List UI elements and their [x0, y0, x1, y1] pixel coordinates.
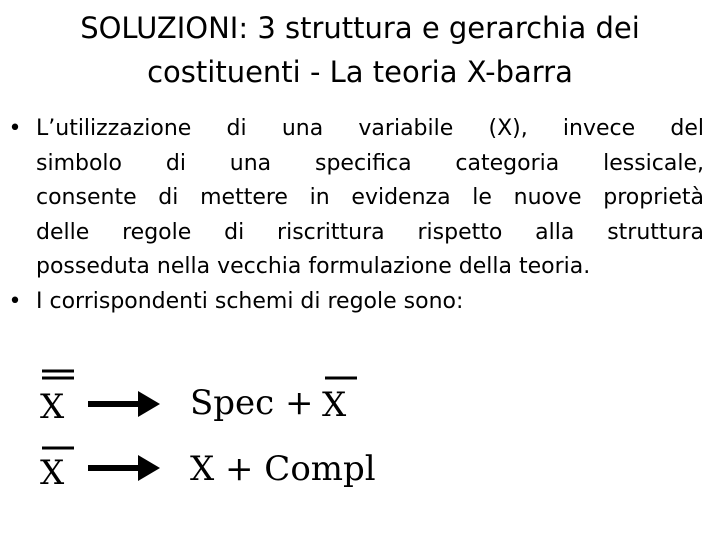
- rule-2: [40, 448, 376, 493]
- bullet-1-line-1: L’utilizzazione di una variabile (X), invece del: [36, 116, 704, 141]
- rule-1-lhs: X: [40, 387, 65, 427]
- rule-1-rhs-x: X: [322, 385, 347, 425]
- rule-2-lhs: X: [40, 453, 65, 493]
- rule-1-rhs-spec: Spec +: [190, 383, 314, 423]
- bullet-marker: •: [8, 116, 22, 141]
- bullet-marker: •: [8, 288, 22, 314]
- bullet-1-line-4: delle regole di riscrittura rispetto alla struttura: [36, 219, 704, 245]
- bullet-2-line-1: I corrispondenti schemi di regole sono:: [36, 288, 464, 314]
- title-line-2: costituenti - La teoria X-barra: [147, 55, 573, 89]
- bullet-1-line-3: consente di mettere in evidenza le nuove proprietà: [36, 185, 704, 210]
- right-arrow-icon: [88, 455, 160, 481]
- right-arrow-icon: [88, 391, 160, 417]
- rule-2-rhs: X + Compl: [190, 449, 376, 489]
- bullet-1-line-2: simbolo di una specifica categoria lessicale,: [36, 150, 704, 176]
- bullet-item-1: [0, 112, 720, 285]
- title-line-1: SOLUZIONI: 3 struttura e gerarchia dei: [80, 11, 640, 45]
- bullet-1-line-5: posseduta nella vecchia formulazione della teoria.: [36, 254, 591, 279]
- bullet-list: [0, 112, 720, 319]
- rule-1: [40, 371, 357, 427]
- slide-title: [20, 6, 700, 94]
- bullet-item-2: [0, 285, 720, 320]
